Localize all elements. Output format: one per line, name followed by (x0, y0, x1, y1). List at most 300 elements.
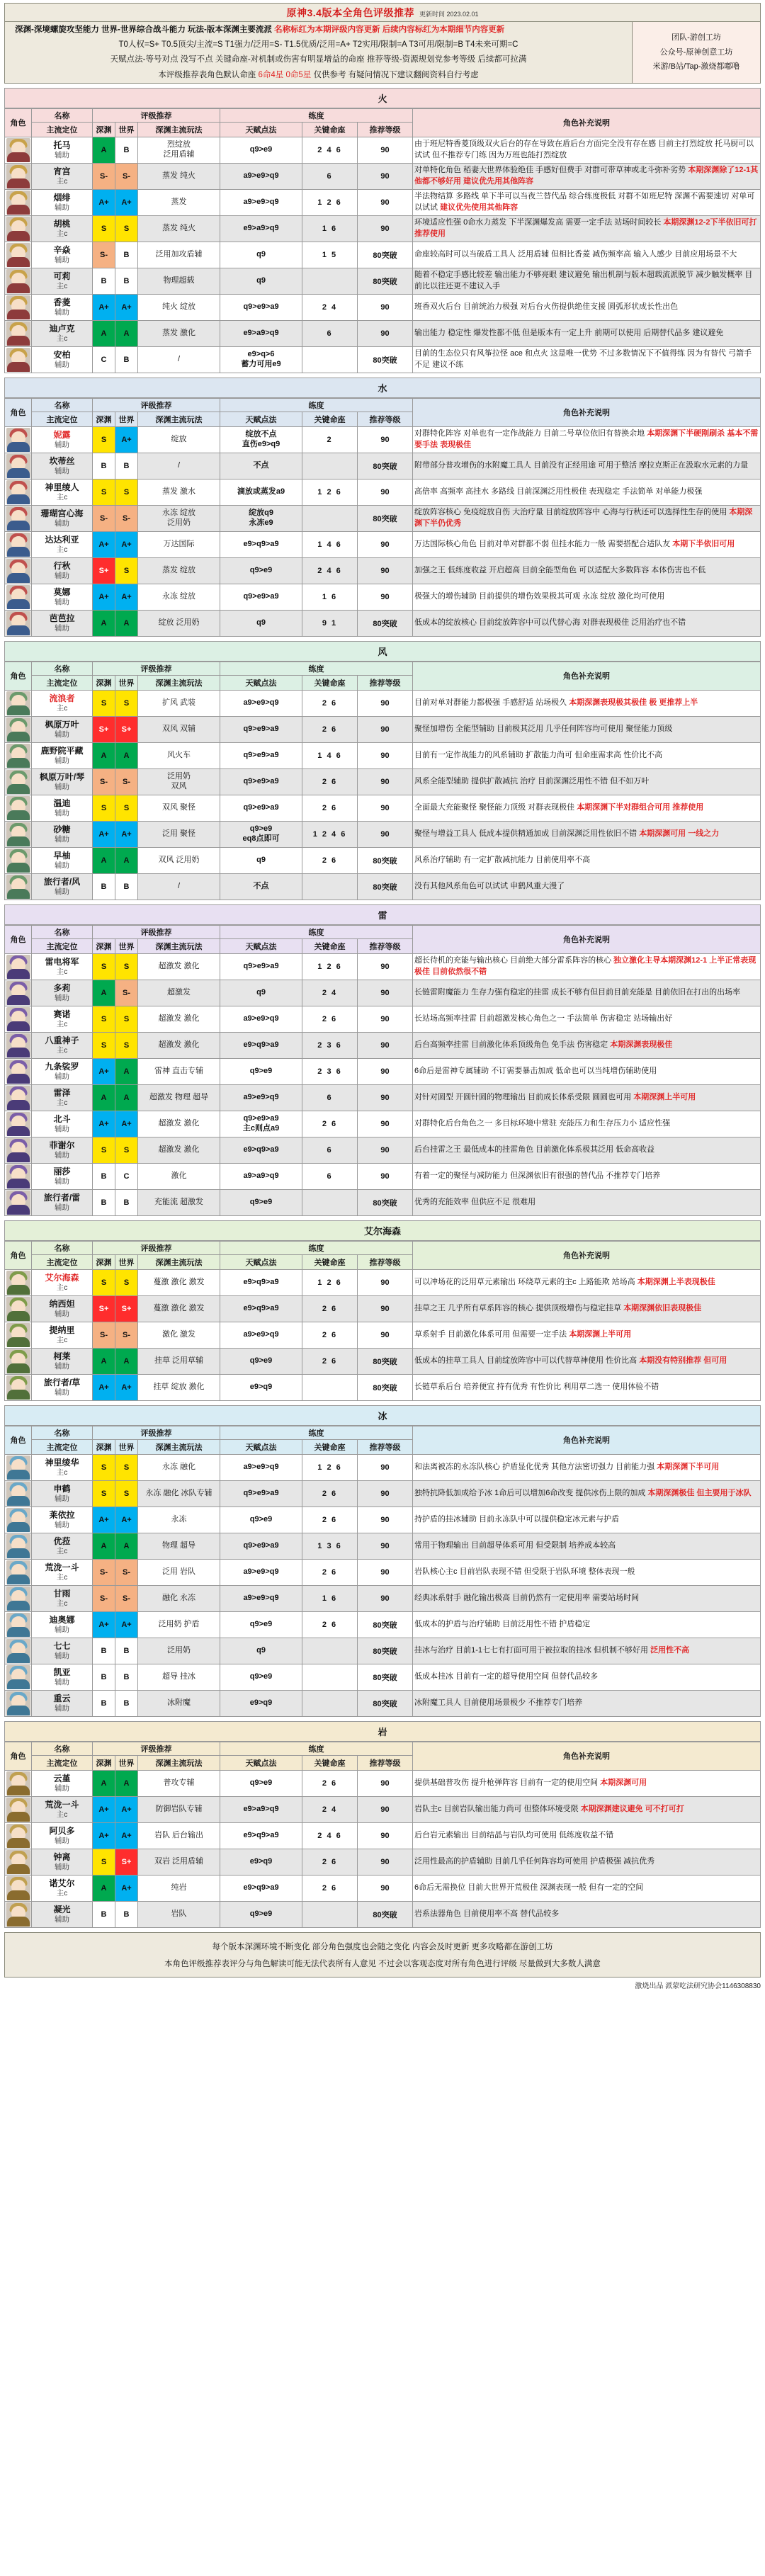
talent-cell (220, 1796, 302, 1822)
character-description-cell (413, 557, 761, 584)
element-header: 火 (4, 88, 761, 108)
world-rating: B (115, 137, 138, 163)
character-role: 主c (56, 492, 68, 501)
constellation-cell: 1 2 6 (302, 189, 358, 215)
playstyle-line: 挂草 泛用草辅 (154, 1356, 204, 1365)
character-avatar-cell (5, 716, 32, 742)
playstyle-line: 永冻 融化 (162, 1462, 196, 1471)
talent-cell (220, 742, 302, 768)
world-rating: S (115, 690, 138, 716)
talent-cell (220, 453, 302, 479)
talent-cell (220, 163, 302, 189)
avatar (6, 164, 30, 188)
recommended-level-cell: 90 (358, 320, 413, 346)
character-name: 香菱 (53, 297, 71, 307)
recommended-level-cell: 80突破 (358, 1664, 413, 1690)
character-name-cell (32, 1163, 93, 1189)
character-name-cell (32, 1269, 93, 1295)
constellation-cell: 6 (302, 1163, 358, 1189)
avatar-body-icon (7, 1812, 30, 1822)
abyss-rating: A (93, 1875, 115, 1901)
character-name-cell (32, 1507, 93, 1533)
character-name-cell (32, 742, 93, 768)
recommended-level-cell: 90 (358, 1163, 413, 1189)
avatar (6, 428, 30, 452)
col-level: 推荐等级 (358, 1439, 413, 1454)
col-abyss: 深渊 (93, 122, 115, 137)
talent-line: 直伤e9>q9 (242, 439, 280, 448)
character-name: 胡桃 (53, 218, 71, 229)
description-highlight: 本期深渊上半可用 (633, 1092, 696, 1101)
avatar-body-icon (7, 1311, 30, 1321)
character-avatar-cell (5, 1611, 32, 1638)
character-avatar-cell (5, 1901, 32, 1927)
character-role: 辅助 (55, 1361, 69, 1371)
col-name: 名称 (32, 1426, 93, 1439)
table-row (5, 1163, 761, 1189)
talent-cell (220, 690, 302, 716)
recommended-level-cell: 90 (358, 1322, 413, 1348)
description-text: 泛用性最高的护盾辅助 目前几乎任何阵容均可使用 护盾极强 减抗优秀 (414, 1856, 655, 1866)
avatar-body-icon (7, 257, 30, 267)
recommended-level-cell: 80突破 (358, 610, 413, 636)
playstyle-line: 超激发 激化 (158, 1118, 200, 1128)
talent-line: q9>e9>a9 (243, 1113, 279, 1123)
col-position: 主流定位 (32, 1755, 93, 1770)
playstyle-line: 纯岩 (171, 1883, 187, 1892)
talent-cell (220, 1269, 302, 1295)
legend-line-4-a: 本评级推荐表角色默认命座 (158, 70, 259, 79)
character-description-cell (413, 1849, 761, 1875)
character-name-cell (32, 531, 93, 557)
col-world: 世界 (115, 938, 138, 953)
character-description-cell (413, 1875, 761, 1901)
playstyle-line: 超激发 物理 超导 (149, 1092, 209, 1101)
description-text: 岩系法器角色 目前使用率不高 替代品较多 (414, 1909, 560, 1918)
talent-line: 永冻e9 (249, 518, 273, 527)
description-highlight: 本期深渊可用 一线之力 (639, 829, 720, 838)
talent-cell (220, 584, 302, 610)
playstyle-cell (138, 1480, 220, 1507)
description-highlight: 本期深渊上半表现极佳 (637, 1277, 715, 1286)
character-description-cell (413, 1690, 761, 1716)
abyss-rating: A+ (93, 1796, 115, 1822)
talent-cell (220, 557, 302, 584)
playstyle-line: 泛用奶 (167, 518, 191, 527)
description-text: 对群特化阵容 对单也有一定作战能力 目前二号草位依旧有替换余地 (414, 429, 647, 438)
avatar-body-icon (7, 1679, 30, 1689)
character-name-cell (32, 690, 93, 716)
avatar (6, 1587, 30, 1611)
character-name: 雷泽 (53, 1087, 71, 1098)
character-role: 辅助 (55, 1783, 69, 1793)
col-world: 世界 (115, 1439, 138, 1454)
col-playstyle: 深渊主流玩法 (138, 675, 220, 690)
constellation-cell: 1 5 (302, 242, 358, 268)
character-description-cell (413, 189, 761, 215)
character-name: 旅行者/草 (43, 1377, 81, 1388)
table-row (5, 453, 761, 479)
description-text: 附带部分普攻增伤的水附魔工具人 目前没有正经用途 可用于整活 摩拉克斯正在汲取水元素的力量 (414, 460, 749, 470)
character-avatar-cell (5, 320, 32, 346)
avatar-body-icon (7, 205, 30, 215)
tier-table (4, 925, 761, 1216)
table-row (5, 1269, 761, 1295)
recommended-level-cell: 90 (358, 294, 413, 320)
recommended-level-cell: 80突破 (358, 1638, 413, 1664)
playstyle-cell (138, 137, 220, 163)
playstyle-cell (138, 1163, 220, 1189)
table-row (5, 716, 761, 742)
playstyle-cell (138, 1533, 220, 1559)
recommended-level-cell: 80突破 (358, 268, 413, 294)
character-description-cell (413, 1664, 761, 1690)
avatar-body-icon (7, 1048, 30, 1057)
playstyle-line: 蔓激 激化 激发 (153, 1277, 205, 1286)
talent-cell (220, 215, 302, 242)
description-highlight: 本期深渊下半可用 (657, 1462, 720, 1471)
recommended-level-cell: 90 (358, 163, 413, 189)
avatar-body-icon (7, 1864, 30, 1874)
playstyle-line: 超激发 激化 (158, 1040, 200, 1049)
col-position: 主流定位 (32, 122, 93, 137)
playstyle-cell (138, 1189, 220, 1215)
character-role: 辅助 (55, 782, 69, 791)
table-row (5, 268, 761, 294)
talent-cell (220, 1585, 302, 1611)
legend-line-4-b: 6命4星 0命5星 (258, 70, 312, 79)
constellation-cell: 2 6 (302, 690, 358, 716)
description-highlight: 本期深渊下半对群组合可用 推荐使用 (577, 802, 704, 812)
avatar-body-icon (7, 1601, 30, 1611)
character-description-cell (413, 320, 761, 346)
recommended-level-cell: 80突破 (358, 873, 413, 900)
character-name: 烟绯 (53, 192, 71, 203)
character-name-cell (32, 1664, 93, 1690)
playstyle-cell (138, 1454, 220, 1480)
character-role: 辅助 (55, 150, 69, 159)
constellation-cell: 6 (302, 163, 358, 189)
talent-cell (220, 1058, 302, 1084)
constellation-cell: 6 (302, 1084, 358, 1111)
constellation-cell (302, 1638, 358, 1664)
character-description-cell (413, 163, 761, 189)
col-desc: 角色补充说明 (413, 925, 761, 953)
element-section-岩 (4, 1721, 761, 1928)
world-rating: A+ (115, 584, 138, 610)
table-row (5, 1480, 761, 1507)
avatar (6, 295, 30, 319)
talent-line: q9>e9 (249, 1778, 273, 1787)
col-desc: 角色补充说明 (413, 108, 761, 137)
talent-line: a9>e9>q9 (243, 698, 279, 707)
playstyle-line: 泛用加攻盾辅 (155, 249, 203, 259)
recommended-level-cell: 80突破 (358, 1374, 413, 1400)
description-text: 风系全能型辅助 提供扩散减抗 治疗 目前深渊泛用性不错 但不如万叶 (414, 776, 650, 785)
playstyle-line: 绽放 泛用奶 (158, 618, 200, 627)
col-constellation: 关键命座 (302, 938, 358, 953)
description-text: 目前有一定作战能力的风系辅助 扩散能力尚可 但命座需求高 性价比不高 (414, 750, 663, 759)
abyss-rating: A (93, 1348, 115, 1374)
playstyle-line: 超激发 激化 (158, 961, 200, 970)
legend-line-2: T0人权=S+ T0.5顶尖/主流=S T1强力/泛用=S- T1.5优质/泛用=A+ T2实用/限制=A T3可用/限制=B T4未来可期=C (118, 40, 518, 49)
tier-table (4, 662, 761, 900)
constellation-cell: 2 6 (302, 768, 358, 795)
avatar (6, 1164, 30, 1188)
character-name: 艾尔海森 (45, 1272, 79, 1283)
description-text: 优秀的充能效率 但供应不足 很难用 (414, 1197, 536, 1206)
abyss-rating: A (93, 1084, 115, 1111)
col-desc: 角色补充说明 (413, 1241, 761, 1269)
talent-cell (220, 716, 302, 742)
world-rating: S (115, 795, 138, 821)
character-role: 主c (56, 176, 68, 186)
character-name-cell (32, 1638, 93, 1664)
col-talent: 天赋点法 (220, 1439, 302, 1454)
table-header-row-top (5, 108, 761, 122)
constellation-cell: 2 6 (302, 1480, 358, 1507)
abyss-rating: A+ (93, 1611, 115, 1638)
credit-team: 团队-游创工坊 (672, 33, 721, 42)
character-avatar-cell (5, 1559, 32, 1585)
character-name-cell (32, 1480, 93, 1507)
character-description-cell (413, 953, 761, 980)
playstyle-cell (138, 768, 220, 795)
world-rating: A (115, 320, 138, 346)
character-name-cell (32, 505, 93, 531)
table-row (5, 742, 761, 768)
abyss-rating: A (93, 847, 115, 873)
table-row (5, 163, 761, 189)
col-name: 名称 (32, 108, 93, 122)
avatar (6, 533, 30, 557)
character-avatar-cell (5, 1032, 32, 1058)
character-description-cell (413, 873, 761, 900)
avatar (6, 1033, 30, 1057)
playstyle-line: 物理 超导 (162, 1541, 196, 1550)
character-description-cell (413, 1611, 761, 1638)
description-text: 后台岩元素输出 目前结晶与岩队均可使用 低练度收益不错 (414, 1830, 614, 1839)
character-name-cell (32, 1690, 93, 1716)
world-rating: S (115, 1032, 138, 1058)
avatar (6, 1060, 30, 1084)
talent-line: e9>q9 (249, 1382, 273, 1391)
character-role: 主c (56, 1572, 68, 1582)
avatar-body-icon (7, 1890, 30, 1900)
character-name-cell (32, 1322, 93, 1348)
playstyle-line: 岩队 后台输出 (154, 1830, 204, 1839)
character-role: 辅助 (55, 1494, 69, 1503)
character-role: 主c (56, 229, 68, 238)
avatar (6, 1349, 30, 1373)
playstyle-cell (138, 1770, 220, 1796)
table-row (5, 1295, 761, 1322)
talent-line: q9 (256, 987, 266, 997)
recommended-level-cell: 90 (358, 953, 413, 980)
character-description-cell (413, 821, 761, 847)
abyss-rating: A+ (93, 1058, 115, 1084)
playstyle-cell (138, 215, 220, 242)
talent-line: 蓄力可用e9 (241, 359, 281, 368)
abyss-rating: A (93, 320, 115, 346)
table-row (5, 137, 761, 163)
world-rating: B (115, 242, 138, 268)
avatar (6, 796, 30, 820)
playstyle-line: 双风 (171, 781, 187, 790)
talent-line: e9>a9>q9 (243, 223, 279, 232)
constellation-cell: 2 4 (302, 980, 358, 1006)
avatar-body-icon (7, 1179, 30, 1188)
avatar (6, 822, 30, 846)
talent-cell (220, 426, 302, 453)
col-talent: 天赋点法 (220, 122, 302, 137)
description-text: 和法离被冻的永冻队核心 护盾显化优秀 其他方法密切强力 目前能力强 (414, 1462, 657, 1471)
col-abyss: 深渊 (93, 1254, 115, 1269)
talent-line: q9>e9>a9 (243, 750, 279, 759)
playstyle-cell (138, 1348, 220, 1374)
character-role: 辅助 (55, 571, 69, 580)
col-constellation: 关键命座 (302, 675, 358, 690)
playstyle-cell (138, 557, 220, 584)
talent-line: q9>e9>a9 (243, 302, 279, 311)
world-rating: B (115, 453, 138, 479)
character-role: 辅助 (55, 993, 69, 1002)
col-playstyle: 深渊主流玩法 (138, 938, 220, 953)
character-avatar-cell (5, 742, 32, 768)
talent-cell (220, 953, 302, 980)
avatar-body-icon (7, 178, 30, 188)
tier-list-sheet (0, 3, 765, 1990)
playstyle-cell (138, 1901, 220, 1927)
description-text: 后台高频率挂雷 目前激化体系顶级角色 免手法 伤害稳定 (414, 1040, 611, 1049)
character-role: 主c (56, 1546, 68, 1555)
abyss-rating: A (93, 137, 115, 163)
col-constellation: 关键命座 (302, 412, 358, 426)
talent-line: e9>q9>a9 (243, 1145, 279, 1154)
talent-line: q9>e9 (249, 824, 273, 833)
element-section-艾尔海森 (4, 1220, 761, 1401)
playstyle-line: / (177, 460, 181, 470)
character-avatar-cell (5, 1006, 32, 1032)
description-text: 长站场高频率挂雷 目前超激发核心角色之一 手法简单 伤害稳定 站场输出好 (414, 1014, 673, 1023)
playstyle-cell (138, 690, 220, 716)
description-text: 持护盾的挂冰辅助 目前永冻队中可以提供稳定冰元素与护盾 (414, 1514, 620, 1524)
table-row (5, 1875, 761, 1901)
constellation-cell: 2 4 (302, 1796, 358, 1822)
col-playstyle: 深渊主流玩法 (138, 1755, 220, 1770)
constellation-cell: 2 6 (302, 1348, 358, 1374)
talent-line: a9>e9>q9 (243, 1329, 279, 1339)
talent-line: 不点 (253, 460, 269, 470)
abyss-rating: B (93, 1189, 115, 1215)
character-avatar-cell (5, 1690, 32, 1716)
character-name: 旅行者/风 (43, 876, 81, 887)
world-rating: S- (115, 1559, 138, 1585)
world-rating: S- (115, 505, 138, 531)
character-avatar-cell (5, 1875, 32, 1901)
constellation-cell (302, 1374, 358, 1400)
recommended-level-cell: 80突破 (358, 242, 413, 268)
talent-cell (220, 1111, 302, 1137)
talent-line: q9>e9 (249, 1514, 273, 1524)
avatar-body-icon (7, 1522, 30, 1532)
tier-table (4, 398, 761, 637)
col-rating-group: 评级推荐 (93, 108, 220, 122)
character-name: 凯亚 (53, 1667, 71, 1677)
table-row (5, 1901, 761, 1927)
constellation-cell: 2 3 6 (302, 1032, 358, 1058)
character-avatar-cell (5, 242, 32, 268)
recommended-level-cell: 90 (358, 215, 413, 242)
character-role: 辅助 (55, 255, 69, 264)
abyss-rating: S- (93, 242, 115, 268)
description-text: 极强大的增伤辅助 目前提供的增伤效果极其可观 永冻 绽放 激化均可使用 (414, 591, 665, 601)
character-description-cell (413, 1295, 761, 1322)
character-name: 行秋 (53, 560, 71, 571)
recommended-level-cell: 90 (358, 1269, 413, 1295)
avatar-body-icon (7, 758, 30, 768)
playstyle-line: 泛用奶 (167, 1645, 191, 1655)
playstyle-cell (138, 795, 220, 821)
talent-line: q9 (256, 618, 266, 627)
talent-line: e9>q9>a9 (243, 1883, 279, 1892)
recommended-level-cell: 90 (358, 742, 413, 768)
playstyle-cell (138, 1875, 220, 1901)
world-rating: S (115, 1480, 138, 1507)
header-banner (4, 3, 761, 84)
constellation-cell: 6 (302, 1137, 358, 1163)
character-name: 雷电将军 (45, 956, 79, 967)
playstyle-cell (138, 294, 220, 320)
description-text: 长链雷附魔能力 生存力强有稳定的挂雷 成长不够有但目前目前充能是 目前依旧在打出的出场率 (414, 987, 741, 997)
character-role: 辅助 (55, 518, 69, 528)
character-role: 辅助 (55, 756, 69, 765)
avatar (6, 138, 30, 162)
world-rating: S+ (115, 1849, 138, 1875)
col-avatar: 角色 (5, 925, 32, 953)
world-rating: A (115, 1348, 138, 1374)
playstyle-line: 绽放 (171, 434, 187, 443)
description-text: 对针对圆型 开圆针圆的物理输出 目前成长体系受限 圆圆也可用 (414, 1092, 634, 1101)
character-avatar-cell (5, 768, 32, 795)
talent-line: q9>e9 (249, 1066, 273, 1075)
description-highlight: 本期深渊除了12-1其他都不够好用 建议优先用其他阵容 (414, 166, 759, 186)
avatar-body-icon (7, 1337, 30, 1347)
talent-cell (220, 1163, 302, 1189)
character-description-cell (413, 479, 761, 505)
playstyle-line: 融化 永冻 (162, 1593, 196, 1602)
talent-cell (220, 1849, 302, 1875)
table-row (5, 426, 761, 453)
playstyle-line: 永冻 融化 冰队专辅 (145, 1488, 212, 1497)
world-rating: A+ (115, 426, 138, 453)
talent-line: e9>a9>q9 (243, 1804, 279, 1813)
character-description-cell (413, 610, 761, 636)
character-avatar-cell (5, 505, 32, 531)
world-rating: A+ (115, 1374, 138, 1400)
description-text: 冰附魔工具人 目前使用场景极少 不推荐专门培养 (414, 1698, 583, 1707)
description-text: 低成本的护盾与治疗辅助 目前泛用性不错 护盾稳定 (414, 1619, 591, 1628)
avatar (6, 559, 30, 583)
talent-line: a9>e9>q9 (243, 1567, 279, 1576)
legend-line-1-red: 名称标红为本期评级内容更新 后续内容标红为本期细节内容更新 (274, 25, 505, 34)
col-avatar: 角色 (5, 398, 32, 426)
character-description-cell (413, 1374, 761, 1400)
col-talent: 天赋点法 (220, 938, 302, 953)
abyss-rating: A+ (93, 584, 115, 610)
character-avatar-cell (5, 873, 32, 900)
world-rating: S- (115, 163, 138, 189)
